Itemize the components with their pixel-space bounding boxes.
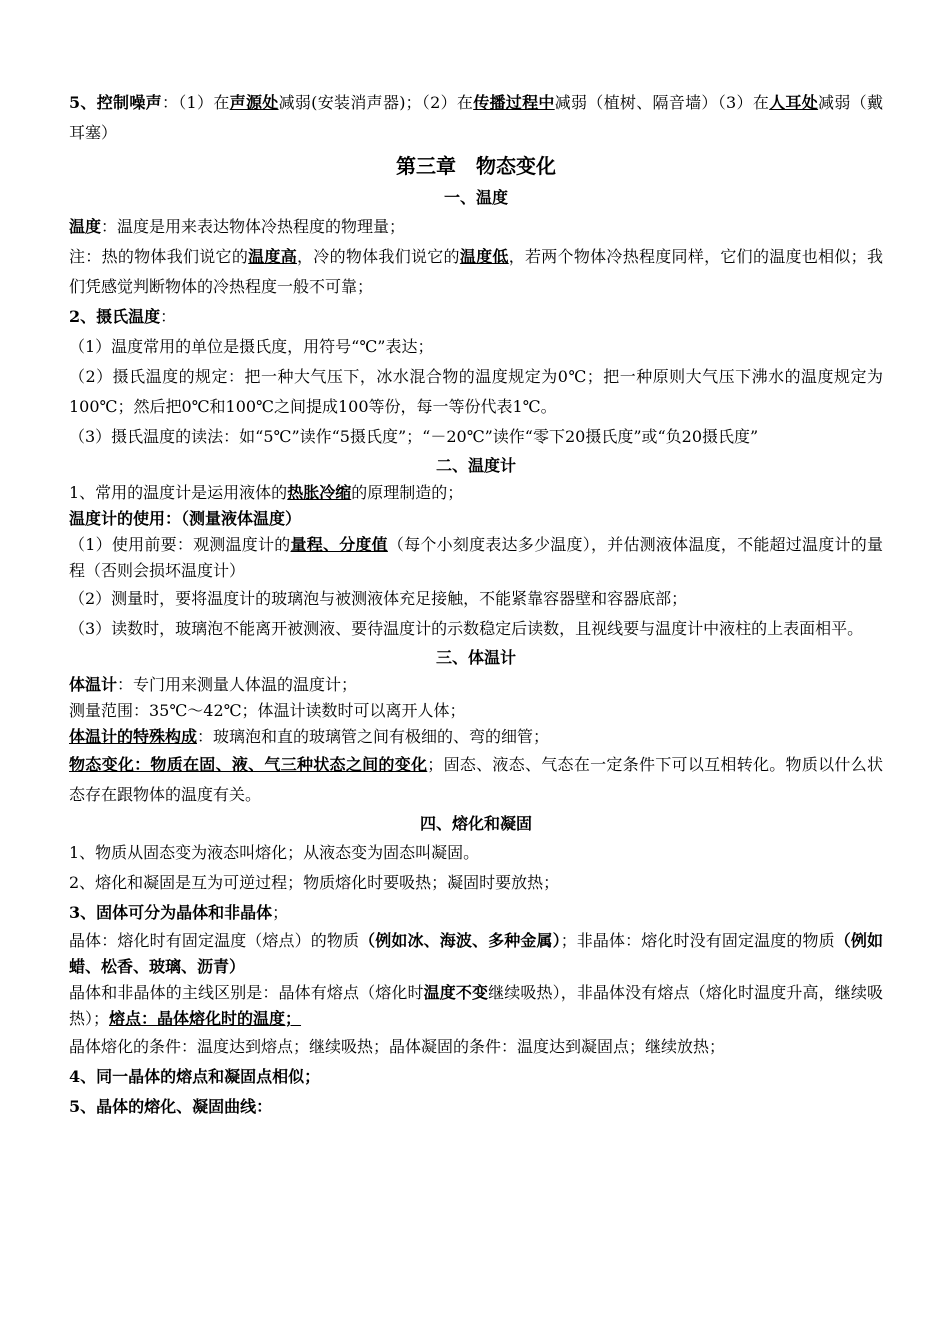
- paragraph: （2）测量时，要将温度计的玻璃泡与被测液体充足接触，不能紧靠容器壁和容器底部；: [69, 589, 688, 608]
- paragraph: [69, 928, 883, 980]
- text-run: ：（1）在: [161, 93, 230, 112]
- text-run: （每个小刻度表达多少温度），并估测液体温度，不能超过温度计的量程（否则会损坏温度计）: [69, 535, 883, 580]
- paragraph: 晶体熔化的条件：温度达到熔点；继续吸热；晶体凝固的条件：温度达到凝固点；继续放热；: [69, 1037, 726, 1056]
- paragraph: 2、熔化和凝固是互为可逆过程；物质熔化时要吸热；凝固时要放热；: [69, 873, 560, 892]
- term: 2、摄氏温度: [69, 307, 161, 326]
- paragraph: （1）温度常用的单位是摄氏度，用符号“℃”表达；: [69, 337, 434, 356]
- document-page: [69, 88, 883, 1122]
- underlined-term: 量程、分度值: [290, 535, 388, 554]
- text-run: ：玻璃泡和直的玻璃管之间有极细的、弯的细管；: [197, 727, 550, 746]
- bold-run: 温度不变: [423, 983, 489, 1002]
- paragraph: [69, 980, 883, 1032]
- bold-run: （例如冰、海波、多种金属）: [359, 931, 561, 950]
- term: 体温计: [69, 675, 118, 694]
- paragraph: （3）摄氏温度的读法：如“5℃”读作“5摄氏度”；“－20℃”读作“零下20摄氏度”或“负20摄氏度”: [69, 427, 759, 446]
- paragraph: [69, 480, 883, 506]
- text-run: （1）使用前要：观测温度计的: [69, 535, 291, 554]
- paragraph-bold: 5、晶体的熔化、凝固曲线：: [69, 1097, 273, 1116]
- underlined-term: 人耳处: [769, 93, 819, 112]
- text-run: ；: [272, 903, 289, 922]
- underlined-term: 熔点：晶体熔化时的温度；: [109, 1009, 302, 1028]
- term: 温度: [69, 217, 102, 236]
- noise-control-paragraph: [69, 88, 883, 148]
- paragraph: [69, 302, 883, 332]
- paragraph: [69, 212, 883, 242]
- section-title-temperature: 一、温度: [443, 188, 508, 207]
- paragraph: （2）摄氏温度的规定：把一种大气压下，冰水混合物的温度规定为0℃；把一种原则大气压下沸水的温度规定为100℃；然后把0℃和100℃之间提成100等份，每一等份代表1℃。: [69, 367, 883, 416]
- text-run: 注：热的物体我们说它的: [69, 247, 249, 266]
- underlined-term: 热胀冷缩: [287, 483, 352, 502]
- section-title-thermometer: 二、温度计: [435, 456, 516, 475]
- underlined-term: 体温计的特殊构成: [69, 727, 198, 746]
- noise-control-heading: 5、控制噪声: [69, 93, 162, 112]
- term: 3、固体可分为晶体和非晶体: [69, 903, 273, 922]
- underlined-term: 温度低: [459, 247, 509, 266]
- underlined-term: 传播过程中: [473, 93, 555, 112]
- paragraph: 测量范围：35℃～42℃；体温计读数时可以离开人体；: [69, 701, 466, 720]
- text-run: 减弱（戴耳塞）: [69, 93, 883, 142]
- text-run: ：专门用来测量人体温的温度计；: [117, 675, 358, 694]
- section-title-melting: 四、熔化和凝固: [419, 814, 532, 833]
- text-run: ；固态、液态、气态在一定条件下可以互相转化。物质以什么状态存在跟物体的温度有关。: [69, 755, 883, 804]
- paragraph: [69, 898, 883, 928]
- section-title-clinical-thermometer: 三、体温计: [435, 648, 516, 667]
- paragraph-bold: 4、同一晶体的熔点和凝固点相似；: [69, 1067, 321, 1086]
- paragraph: [69, 532, 883, 584]
- chapter-title: 第三章 物态变化: [396, 154, 556, 178]
- text-run: ，冷的物体我们说它的: [297, 247, 460, 266]
- text-run: 减弱（植树、隔音墙）（3）在: [554, 93, 770, 112]
- text-run: 继续吸热），非晶体没有熔点（熔化时温度升高，继续吸热）；: [69, 983, 883, 1028]
- paragraph: [69, 724, 883, 750]
- paragraph: 1、物质从固态变为液态叫熔化；从液态变为固态叫凝固。: [69, 843, 480, 862]
- text-run: ：温度是用来表达物体冷热程度的物理量；: [101, 217, 406, 236]
- text-run: 1、常用的温度计是运用液体的: [69, 483, 288, 502]
- underlined-term: 物态变化：物质在固、液、气三种状态之间的变化: [69, 755, 428, 774]
- text-run: ：: [160, 307, 177, 326]
- text-run: ；非晶体：熔化时没有固定温度的物质: [560, 931, 835, 950]
- paragraph: [69, 672, 883, 698]
- bold-run: （例如蜡、松香、玻璃、沥青）: [69, 931, 883, 976]
- underlined-term: 温度高: [248, 247, 297, 266]
- underlined-term: 声源处: [229, 93, 279, 112]
- text-run: 晶体：熔化时有固定温度（熔点）的物质: [69, 931, 360, 950]
- text-run: 减弱(安装消声器)；（2）在: [278, 93, 474, 112]
- paragraph: [69, 750, 883, 810]
- paragraph: （3）读数时，玻璃泡不能离开被测液、要待温度计的示数稳定后读数，且视线要与温度计中液柱的上表面相平。: [69, 619, 864, 638]
- text-run: ，若两个物体冷热程度同样，它们的温度也相似；我们凭感觉判断物体的冷热程度一般不可靠；: [69, 247, 883, 296]
- paragraph-bold: 温度计的使用：（测量液体温度）: [69, 509, 302, 528]
- paragraph: [69, 242, 883, 302]
- text-run: 晶体和非晶体的主线区别是：晶体有熔点（熔化时: [69, 983, 424, 1002]
- text-run: 的原理制造的；: [351, 483, 464, 502]
